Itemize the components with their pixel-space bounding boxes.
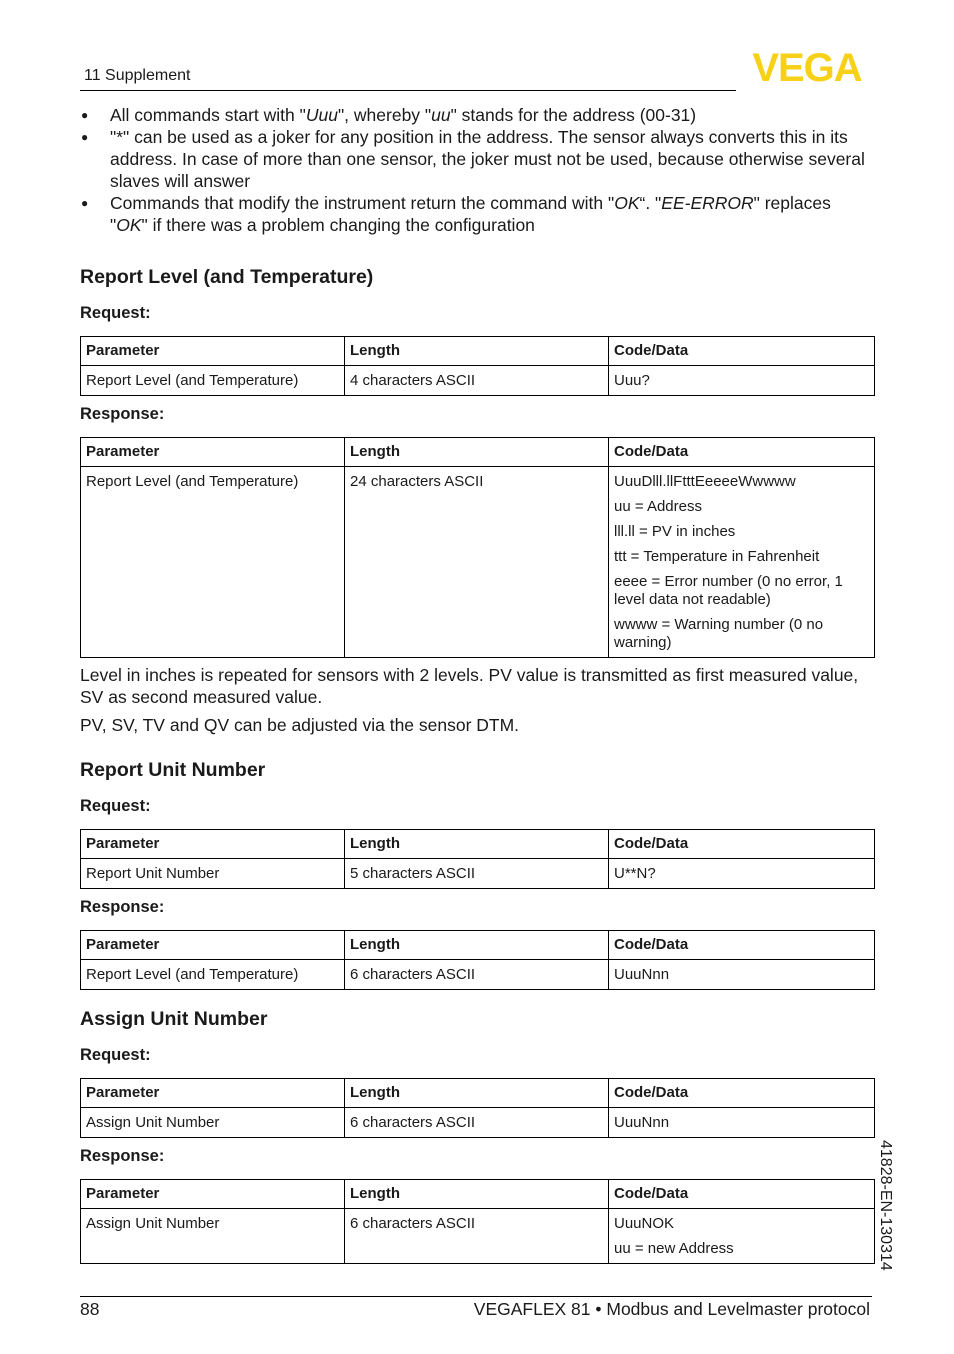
- table-header-row: [81, 1180, 875, 1209]
- header-length: Length: [345, 337, 609, 366]
- table-header-row: [81, 337, 875, 366]
- header-rule: [80, 90, 736, 91]
- cell-code-data: UuuNnn: [609, 960, 875, 990]
- code-line: UuuDlll.llFtttEeeeeWwwww: [614, 473, 796, 490]
- section-title-report-level: Report Level (and Temperature): [80, 266, 374, 288]
- list-item-text: [110, 192, 870, 236]
- cell-code-data: U**N?: [609, 859, 875, 889]
- header-code-data: Code/Data: [609, 1079, 875, 1108]
- table-row: [81, 859, 875, 889]
- list-item: [80, 192, 870, 236]
- vega-logo: [741, 48, 873, 86]
- table-row: [81, 960, 875, 990]
- plain-text: " if there was a problem changing the configuration: [141, 215, 535, 235]
- cell-length: 6 characters ASCII: [345, 1108, 609, 1138]
- header-code-data: Code/Data: [609, 337, 875, 366]
- code-line: UuuNOK: [614, 1215, 675, 1232]
- header-parameter: Parameter: [81, 1180, 345, 1209]
- cell-code-data: UuuNnn: [609, 1108, 875, 1138]
- request-label: Request:: [80, 1046, 151, 1064]
- request-label: Request:: [80, 797, 151, 815]
- footer-doc-title: VEGAFLEX 81 • Modbus and Levelmaster protocol: [473, 1299, 870, 1319]
- cell-length: 6 characters ASCII: [345, 1209, 609, 1264]
- header-length: Length: [345, 1180, 609, 1209]
- code-line: uu = Address: [614, 498, 702, 515]
- header-parameter: Parameter: [81, 337, 345, 366]
- cell-parameter: Report Level (and Temperature): [81, 960, 345, 990]
- code-line: ttt = Temperature in Fahrenheit: [614, 548, 820, 565]
- report-unit-response-table: [80, 930, 875, 990]
- cell-length: 6 characters ASCII: [345, 960, 609, 990]
- code-line: uu = new Address: [614, 1240, 734, 1257]
- header-code-data: Code/Data: [609, 438, 875, 467]
- table-row: [81, 366, 875, 396]
- emphasis-text: Uuu: [305, 105, 338, 125]
- emphasis-text: OK: [614, 193, 640, 213]
- note-levels: Level in inches is repeated for sensors with 2 levels. PV value is transmitted as first measured value, SV as second measured value.: [80, 665, 859, 707]
- plain-text: All commands start with ": [110, 105, 306, 125]
- command-rules-list: [80, 104, 870, 236]
- report-unit-request-table: [80, 829, 875, 889]
- response-label: Response:: [80, 1147, 165, 1165]
- header-length: Length: [345, 438, 609, 467]
- header-length: Length: [345, 931, 609, 960]
- table-row: [81, 1108, 875, 1138]
- plain-text: Commands that modify the instrument return the command with ": [110, 193, 615, 213]
- report-level-request-table: [80, 336, 875, 396]
- header-parameter: Parameter: [81, 438, 345, 467]
- header-parameter: Parameter: [81, 1079, 345, 1108]
- code-line: lll.ll = PV in inches: [614, 523, 736, 540]
- assign-unit-request-table: [80, 1078, 875, 1138]
- plain-text: " replaces ": [110, 193, 831, 235]
- header-section-label: 11 Supplement: [84, 67, 191, 84]
- bullet-dot-icon: ●: [81, 130, 89, 144]
- header-parameter: Parameter: [81, 830, 345, 859]
- cell-parameter: Report Level (and Temperature): [81, 467, 345, 658]
- table-header-row: [81, 438, 875, 467]
- footer-rule: [80, 1296, 872, 1297]
- cell-parameter: Report Level (and Temperature): [81, 366, 345, 396]
- plain-text: ", whereby ": [337, 105, 432, 125]
- note-dtm: PV, SV, TV and QV can be adjusted via the sensor DTM.: [80, 715, 520, 735]
- header-code-data: Code/Data: [609, 830, 875, 859]
- cell-length: 24 characters ASCII: [345, 467, 609, 658]
- request-label: Request:: [80, 304, 151, 322]
- response-label: Response:: [80, 405, 165, 423]
- list-item-text: [110, 104, 870, 126]
- cell-code-data: Uuu?: [609, 366, 875, 396]
- cell-code-data: [609, 467, 875, 658]
- emphasis-text: uu: [431, 105, 451, 125]
- emphasis-text: EE-ERROR: [661, 193, 754, 213]
- list-item: [80, 126, 870, 192]
- table-header-row: [81, 1079, 875, 1108]
- plain-text: "*" can be used as a joker for any position in the address. The sensor always converts this in its address. In case of more than one sensor, the joker must not be used, because otherwise several slaves will answer: [110, 127, 865, 191]
- assign-unit-response-table: [80, 1179, 875, 1264]
- logo-wordmark: VEGA: [752, 48, 862, 86]
- header-code-data: Code/Data: [609, 931, 875, 960]
- cell-parameter: Assign Unit Number: [81, 1209, 345, 1264]
- plain-text: " stands for the address (00-31): [450, 105, 697, 125]
- code-line: wwww = Warning number (0 no warning): [614, 616, 824, 651]
- header-length: Length: [345, 1079, 609, 1108]
- table-header-row: [81, 830, 875, 859]
- bullet-dot-icon: ●: [81, 196, 89, 210]
- cell-code-data: [609, 1209, 875, 1264]
- document-code: 41828-EN-130314: [877, 1140, 894, 1271]
- table-row: [81, 1209, 875, 1264]
- emphasis-text: OK: [116, 215, 142, 235]
- cell-parameter: Assign Unit Number: [81, 1108, 345, 1138]
- bullet-dot-icon: ●: [81, 108, 89, 122]
- header-code-data: Code/Data: [609, 1180, 875, 1209]
- table-header-row: [81, 931, 875, 960]
- cell-length: 4 characters ASCII: [345, 366, 609, 396]
- page-number: 88: [80, 1299, 100, 1319]
- header-parameter: Parameter: [81, 931, 345, 960]
- cell-parameter: Report Unit Number: [81, 859, 345, 889]
- table-row: [81, 467, 875, 658]
- cell-length: 5 characters ASCII: [345, 859, 609, 889]
- document-code-vertical: [870, 1140, 896, 1290]
- section-title-assign-unit: Assign Unit Number: [80, 1008, 268, 1030]
- response-label: Response:: [80, 898, 165, 916]
- list-item: [80, 104, 870, 126]
- code-line: eeee = Error number (0 no error, 1 level data not readable): [614, 573, 843, 608]
- list-item-text: [110, 126, 870, 192]
- plain-text: “. ": [639, 193, 662, 213]
- header-length: Length: [345, 830, 609, 859]
- report-level-response-table: [80, 437, 875, 658]
- section-title-report-unit: Report Unit Number: [80, 759, 266, 781]
